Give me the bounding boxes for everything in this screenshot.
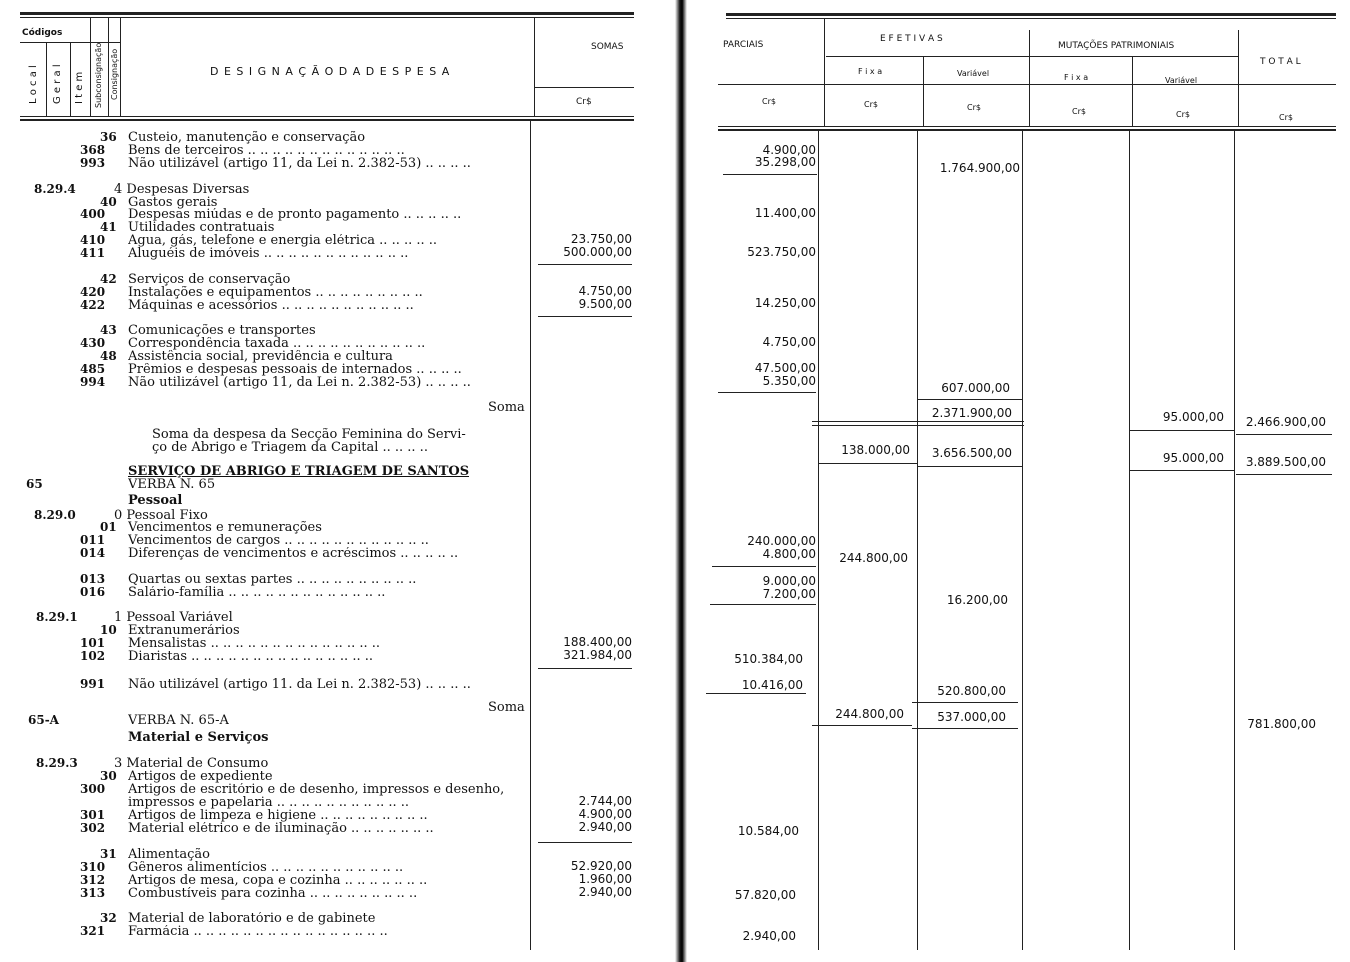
- mutacoes-header: MUTAÇÕES PATRIMONIAIS: [1058, 41, 1175, 51]
- currency-total: Cr$: [1279, 113, 1293, 122]
- row-code: 991: [80, 677, 106, 691]
- fixa-value: 244.800,00: [835, 707, 904, 721]
- row-description: Comunicações e transportes: [128, 324, 316, 337]
- row-description: SERVIÇO DE ABRIGO E TRIAGEM DE SANTOS: [128, 465, 470, 478]
- parcial-value: 35.298,00: [754, 155, 816, 169]
- consignacao-header: Consignação: [110, 48, 119, 100]
- row-code: 011: [80, 533, 106, 547]
- row-description: Material de laboratório e de gabinete: [128, 912, 376, 925]
- row-code: 410: [80, 233, 106, 247]
- row-description: impressos e papelaria .. .. .. .. .. .. .. .. .. .. ..: [128, 796, 409, 809]
- fixa-header: F i x a: [858, 67, 883, 76]
- row-code: 102: [80, 649, 106, 663]
- row-description: Material elétrico e de iluminação .. .. .. .. .. .. ..: [128, 822, 434, 835]
- fixa2-header: F i x a: [1064, 73, 1089, 82]
- row-code: 411: [80, 246, 106, 260]
- row-code: 31: [100, 847, 117, 861]
- row-amount: 188.400,00: [563, 635, 632, 649]
- row-code: 8.29.4: [34, 182, 76, 196]
- row-amount: 23.750,00: [570, 232, 632, 246]
- parcial-value: 4.800,00: [762, 547, 816, 561]
- row-code: 65-A: [28, 713, 59, 727]
- row-code: 994: [80, 375, 106, 389]
- row-amount: 321.984,00: [563, 648, 632, 662]
- row-code: 8.29.3: [36, 756, 78, 770]
- row-description: Artigos de expediente: [128, 770, 273, 783]
- row-code: 313: [80, 886, 106, 900]
- row-amount: 4.750,00: [578, 284, 632, 298]
- local-header: L o c a l: [28, 65, 39, 104]
- variavel-value: 3.656.500,00: [931, 446, 1012, 460]
- currency-parciais: Cr$: [762, 97, 776, 106]
- row-description: Artigos de limpeza e higiene .. .. .. .. .. .. .. .. ..: [128, 809, 428, 822]
- row-description: Farmácia .. .. .. .. .. .. .. .. .. .. .. .. .. .. .. ..: [128, 925, 388, 938]
- parcial-value: 47.500,00: [754, 361, 816, 375]
- row-description: Pessoal: [128, 494, 183, 507]
- book-spine: [675, 0, 687, 962]
- row-description: 0 Pessoal Fixo: [114, 509, 208, 522]
- designacao-header: D E S I G N A Ç Ã O D A D E S P E S A: [210, 65, 451, 78]
- row-description: Correspondência taxada .. .. .. .. .. .. .. .. .. .. ..: [128, 337, 426, 350]
- row-description: 4 Despesas Diversas: [114, 183, 250, 196]
- row-description: VERBA N. 65-A: [128, 714, 229, 727]
- row-amount: 52.920,00: [570, 859, 632, 873]
- row-description: Não utilizável (artigo 11. da Lei n. 2.382-53) .. .. .. ..: [128, 678, 471, 691]
- row-amount: 2.940,00: [578, 885, 632, 899]
- row-code: 101: [80, 636, 106, 650]
- row-description: Quartas ou sextas partes .. .. .. .. .. .. .. .. .. ..: [128, 573, 417, 586]
- parcial-value: 523.750,00: [747, 245, 816, 259]
- variavel-value: 537.000,00: [937, 710, 1006, 724]
- row-description: Soma: [488, 401, 525, 414]
- subconsignacao-header: Subconsignação: [94, 42, 103, 108]
- row-amount: 2.744,00: [578, 794, 632, 808]
- row-amount: 4.900,00: [578, 807, 632, 821]
- total-value: 781.800,00: [1247, 717, 1316, 731]
- row-code: 420: [80, 285, 106, 299]
- parcial-value: 10.584,00: [737, 824, 799, 838]
- row-code: 013: [80, 572, 106, 586]
- currency-variavel: Cr$: [967, 103, 981, 112]
- row-code: 485: [80, 362, 106, 376]
- parcial-value: 510.384,00: [734, 652, 803, 666]
- row-code: 300: [80, 782, 106, 796]
- row-description: Combustíveis para cozinha .. .. .. .. .. .. .. .. ..: [128, 887, 418, 900]
- row-description: Instalações e equipamentos .. .. .. .. .. .. .. .. ..: [128, 286, 423, 299]
- total-header: T O T A L: [1260, 57, 1301, 67]
- row-code: 10: [100, 623, 117, 637]
- row-code: 36: [100, 130, 117, 144]
- currency-variavel2: Cr$: [1176, 110, 1190, 119]
- codigos-header: Códigos: [22, 28, 63, 38]
- row-description: ço de Abrigo e Triagem da Capital .. .. .. ..: [152, 441, 428, 454]
- parcial-value: 240.000,00: [747, 534, 816, 548]
- row-description: 3 Material de Consumo: [114, 757, 269, 770]
- row-amount: 1.960,00: [578, 872, 632, 886]
- variavel-value: 607.000,00: [941, 381, 1010, 395]
- parcial-value: 4.750,00: [762, 335, 816, 349]
- parcial-value: 7.200,00: [762, 587, 816, 601]
- row-code: 301: [80, 808, 106, 822]
- row-amount: 2.940,00: [578, 820, 632, 834]
- row-description: Despesas miúdas e de pronto pagamento .. .. .. .. ..: [128, 208, 462, 221]
- row-amount: 9.500,00: [578, 297, 632, 311]
- row-code: 016: [80, 585, 106, 599]
- total-value: 2.466.900,00: [1245, 415, 1326, 429]
- fixa-value: 244.800,00: [839, 551, 908, 565]
- parcial-value: 14.250,00: [754, 296, 816, 310]
- row-code: 40: [100, 195, 117, 209]
- row-code: 42: [100, 272, 117, 286]
- row-description: Material e Serviços: [128, 731, 269, 744]
- mutacoes-variavel-value: 95.000,00: [1162, 410, 1224, 424]
- row-description: Aluguéis de imóveis .. .. .. .. .. .. .. .. .. .. .. ..: [128, 247, 409, 260]
- row-code: 65: [26, 477, 43, 491]
- row-code: 30: [100, 769, 117, 783]
- row-description: VERBA N. 65: [128, 478, 216, 491]
- row-description: Mensalistas .. .. .. .. .. .. .. .. .. .. .. .. .. ..: [128, 637, 380, 650]
- row-code: 430: [80, 336, 106, 350]
- somas-header: SOMAS: [591, 42, 624, 52]
- variavel-value: 1.764.900,00: [939, 161, 1020, 175]
- row-description: Soma da despesa da Secção Feminina do Servi-: [152, 428, 466, 441]
- row-description: Gêneros alimentícios .. .. .. .. .. .. .. .. .. .. ..: [128, 861, 404, 874]
- row-description: Bens de terceiros .. .. .. .. .. .. .. .. .. .. .. .. ..: [128, 144, 405, 157]
- parcial-value: 9.000,00: [762, 574, 816, 588]
- variavel-value: 16.200,00: [946, 593, 1008, 607]
- row-description: Alimentação: [128, 848, 210, 861]
- row-description: Diferenças de vencimentos e acréscimos .. .. .. .. ..: [128, 547, 459, 560]
- row-code: 8.29.0: [34, 508, 76, 522]
- row-description: Artigos de mesa, copa e cozinha .. .. .. .. .. .. ..: [128, 874, 428, 887]
- row-description: Assistência social, previdência e cultura: [128, 350, 393, 363]
- row-description: Não utilizável (artigo 11, da Lei n. 2.382-53) .. .. .. ..: [128, 157, 471, 170]
- row-amount: 500.000,00: [563, 245, 632, 259]
- row-code: 8.29.1: [36, 610, 78, 624]
- row-description: Máquinas e acessórios .. .. .. .. .. .. .. .. .. .. ..: [128, 299, 414, 312]
- row-code: 32: [100, 911, 117, 925]
- row-description: Artigos de escritório e de desenho, impressos e desenho,: [128, 783, 505, 796]
- currency-fixa2: Cr$: [1072, 107, 1086, 116]
- parcial-value: 11.400,00: [754, 206, 816, 220]
- row-description: Diaristas .. .. .. .. .. .. .. .. .. .. .. .. .. .. ..: [128, 650, 373, 663]
- row-description: 1 Pessoal Variável: [114, 611, 233, 624]
- row-description: Utilidades contratuais: [128, 221, 275, 234]
- row-description: Vencimentos e remunerações: [128, 521, 322, 534]
- parcial-value: 2.940,00: [742, 929, 796, 943]
- row-description: Não utilizável (artigo 11, da Lei n. 2.382-53) .. .. .. ..: [128, 376, 471, 389]
- row-description: Custeio, manutenção e conservação: [128, 131, 366, 144]
- row-code: 41: [100, 220, 117, 234]
- geral-header: G e r a l: [52, 64, 63, 104]
- parciais-header: PARCIAIS: [723, 40, 764, 50]
- row-code: 422: [80, 298, 106, 312]
- item-header: I t e m: [74, 71, 85, 104]
- currency-fixa: Cr$: [864, 100, 878, 109]
- parcial-value: 57.820,00: [734, 888, 796, 902]
- currency-header: Cr$: [576, 97, 592, 107]
- variavel-value: 2.371.900,00: [931, 406, 1012, 420]
- variavel-header: Variável: [957, 69, 990, 78]
- row-description: Extranumerários: [128, 624, 240, 637]
- mutacoes-variavel-value: 95.000,00: [1162, 451, 1224, 465]
- parcial-value: 5.350,00: [762, 374, 816, 388]
- row-description: Soma: [488, 701, 525, 714]
- row-code: 993: [80, 156, 106, 170]
- row-description: Vencimentos de cargos .. .. .. .. .. .. .. .. .. .. .. ..: [128, 534, 429, 547]
- total-value: 3.889.500,00: [1245, 455, 1326, 469]
- row-code: 321: [80, 924, 106, 938]
- row-code: 01: [100, 520, 117, 534]
- efetivas-header: E F E T I V A S: [880, 34, 943, 44]
- row-code: 312: [80, 873, 106, 887]
- row-description: Salário-família .. .. .. .. .. .. .. .. .. .. .. .. ..: [128, 586, 386, 599]
- row-code: 43: [100, 323, 117, 337]
- parcial-value: 10.416,00: [741, 678, 803, 692]
- row-code: 014: [80, 546, 106, 560]
- row-code: 368: [80, 143, 106, 157]
- fixa-value: 138.000,00: [841, 443, 910, 457]
- row-description: Gastos gerais: [128, 196, 218, 209]
- row-description: Água, gás, telefone e energia elétrica .. .. .. .. ..: [128, 234, 438, 247]
- parcial-value: 4.900,00: [762, 143, 816, 157]
- row-description: Serviços de conservação: [128, 273, 291, 286]
- variavel-value: 520.800,00: [937, 684, 1006, 698]
- row-description: Prêmios e despesas pessoais de internados .. .. .. ..: [128, 363, 462, 376]
- row-code: 400: [80, 207, 106, 221]
- row-code: 48: [100, 349, 117, 363]
- row-code: 302: [80, 821, 106, 835]
- variavel2-header: Variável: [1165, 76, 1198, 85]
- row-code: 310: [80, 860, 106, 874]
